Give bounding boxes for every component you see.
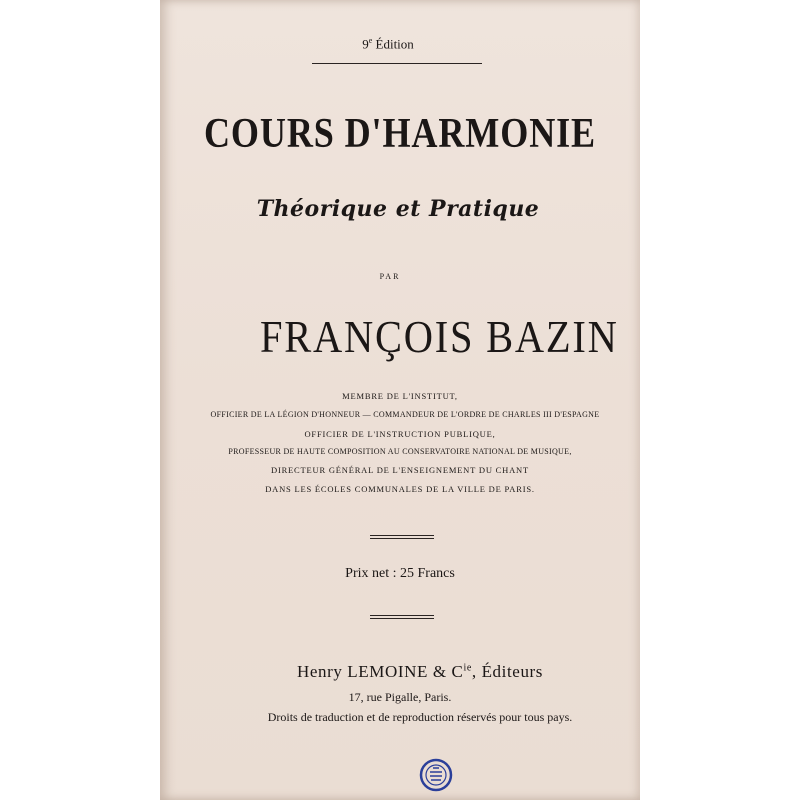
- book-subtitle: Théorique et Pratique: [256, 196, 540, 222]
- book-title: COURS D'HARMONIE: [203, 111, 597, 157]
- author-name: FRANÇOIS BAZIN: [260, 311, 619, 362]
- by-label: PAR: [379, 272, 401, 281]
- edition-line: 9e Édition: [362, 36, 414, 52]
- divider-rule: [312, 63, 482, 64]
- library-stamp-icon: [419, 758, 453, 792]
- author-role: MEMBRE DE L'INSTITUT,: [342, 391, 458, 401]
- ornament-rule: [370, 615, 434, 619]
- publisher-address: 17, rue Pigalle, Paris.: [348, 690, 452, 704]
- rights-notice: Droits de traduction et de reproduction réservés pour tous pays.: [267, 710, 573, 724]
- author-role: PROFESSEUR DE HAUTE COMPOSITION AU CONSERVATOIRE NATIONAL DE MUSIQUE,: [228, 447, 572, 456]
- price-label: Prix net : 25 Francs: [345, 566, 455, 581]
- author-role: DANS LES ÉCOLES COMMUNALES DE LA VILLE DE PARIS.: [265, 484, 535, 494]
- author-role: OFFICIER DE L'INSTRUCTION PUBLIQUE,: [304, 429, 496, 439]
- book-title-page: [160, 0, 640, 800]
- publisher-name: Henry LEMOINE & $C^{ie}$, Éditeurs: [296, 662, 544, 681]
- author-role: OFFICIER DE LA LÉGION D'HONNEUR — COMMANDEUR DE L'ORDRE DE CHARLES III D'ESPAGNE: [210, 410, 600, 419]
- ornament-rule: [370, 535, 434, 539]
- author-role: DIRECTEUR GÉNÉRAL DE L'ENSEIGNEMENT DU CHANT: [271, 465, 529, 475]
